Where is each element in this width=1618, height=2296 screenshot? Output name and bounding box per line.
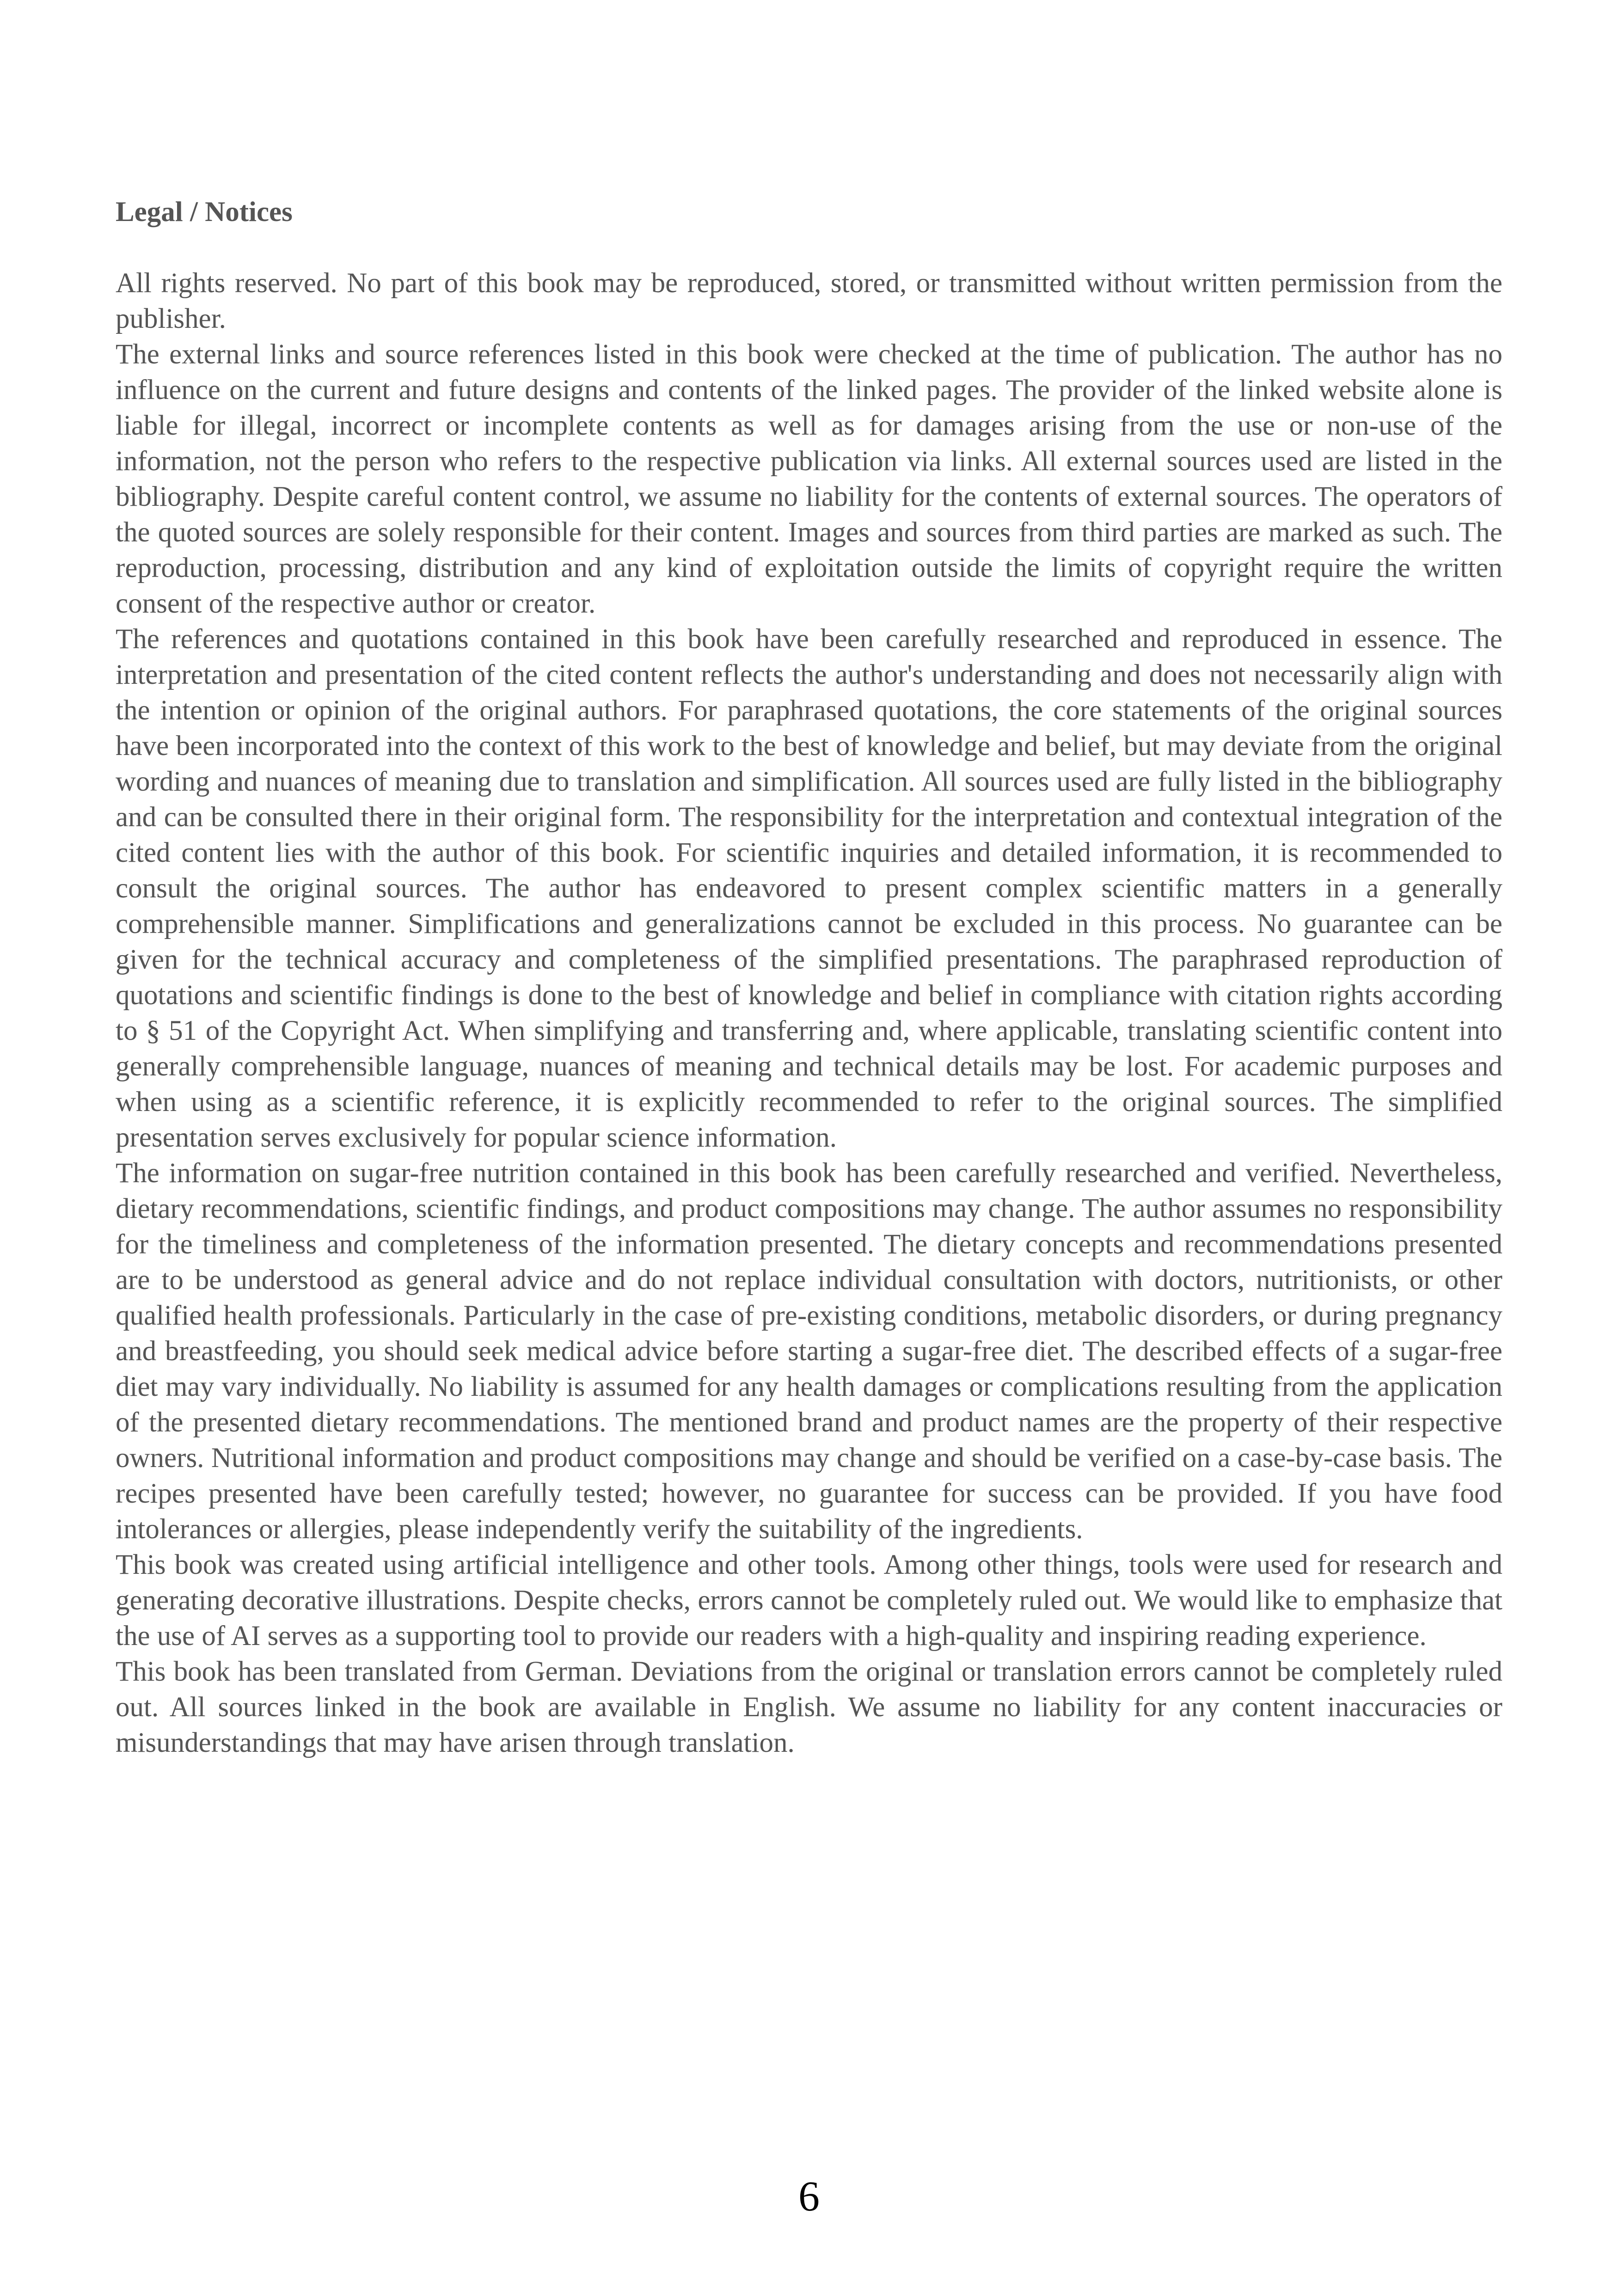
paragraph-translation-notice: This book has been translated from German. Deviations from the original or translation errors cannot be completely ruled out. All sources linked in the book are available in English. We assume no liability for any content inaccuracies or misunderstandings that may have arisen through translation. <box>116 1656 1502 1758</box>
paragraph-rights-reserved: All rights reserved. No part of this book may be reproduced, stored, or transmitted without written permission from the publisher. <box>116 268 1502 334</box>
page-heading: Legal / Notices <box>116 196 293 227</box>
paragraph-references-quotations: The references and quotations contained in this book have been carefully researched and reproduced in essence. The interpretation and presentation of the cited content reflects the author's understanding and does not necessarily align with the intention or opinion of the original authors. For paraphrased quotations, the core statements of the original sources have been incorporated into the context of this work to the best of knowledge and belief, but may deviate from the original wording and nuances of meaning due to translation and simplification. All sources used are fully listed in the bibliography and can be consulted there in their original form. The responsibility for the interpretation and contextual integration of the cited content lies with the author of this book. For scientific inquiries and detailed information, it is recommended to consult the original sources. The author has endeavored to present complex scientific matters in a generally comprehensible manner. Simplifications and generalizations cannot be excluded in this process. No guarantee can be given for the technical accuracy and completeness of the simplified presentations. The paraphrased reproduction of quotations and scientific findings is done to the best of knowledge and belief in compliance with citation rights according to § 51 of the Copyright Act. When simplifying and transferring and, where applicable, translating scientific content into generally comprehensible language, nuances of meaning and technical details may be lost. For academic purposes and when using as a scientific reference, it is explicitly recommended to refer to the original sources. The simplified presentation serves exclusively for popular science information. <box>116 624 1502 1153</box>
paragraph-ai-notice: This book was created using artificial intelligence and other tools. Among other things, tools were used for research and generating decorative illustrations. Despite checks, errors cannot be completely ruled out. We would like to emphasize that the use of AI serves as a supporting tool to provide our readers with a high-quality and inspiring reading experience. <box>116 1549 1502 1651</box>
page-content <box>116 194 1502 1761</box>
page-number: 6 <box>798 2173 820 2220</box>
paragraph-nutrition-disclaimer: The information on sugar-free nutrition contained in this book has been carefully researched and verified. Nevertheless, dietary recommendations, scientific findings, and product compositions may change. The author assumes no responsibility for the timeliness and completeness of the information presented. The dietary concepts and recommendations presented are to be understood as general advice and do not replace individual consultation with doctors, nutritionists, or other qualified health professionals. Particularly in the case of pre-existing conditions, metabolic disorders, or during pregnancy and breastfeeding, you should seek medical advice before starting a sugar-free diet. The described effects of a sugar-free diet may vary individually. No liability is assumed for any health damages or complications resulting from the application of the presented dietary recommendations. The mentioned brand and product names are the property of their respective owners. Nutritional information and product compositions may change and should be verified on a case-by-case basis. The recipes presented have been carefully tested; however, no guarantee for success can be provided. If you have food intolerances or allergies, please independently verify the suitability of the ingredients. <box>116 1158 1502 1545</box>
paragraph-external-links: The external links and source references listed in this book were checked at the time of publication. The author has no influence on the current and future designs and contents of the linked pages. The provider of the linked website alone is liable for illegal, incorrect or incomplete contents as well as for damages arising from the use or non-use of the information, not the person who refers to the respective publication via links. All external sources used are listed in the bibliography. Despite careful content control, we assume no liability for the contents of external sources. The operators of the quoted sources are solely responsible for their content. Images and sources from third parties are marked as such. The reproduction, processing, distribution and any kind of exploitation outside the limits of copyright require the written consent of the respective author or creator. <box>116 339 1502 619</box>
